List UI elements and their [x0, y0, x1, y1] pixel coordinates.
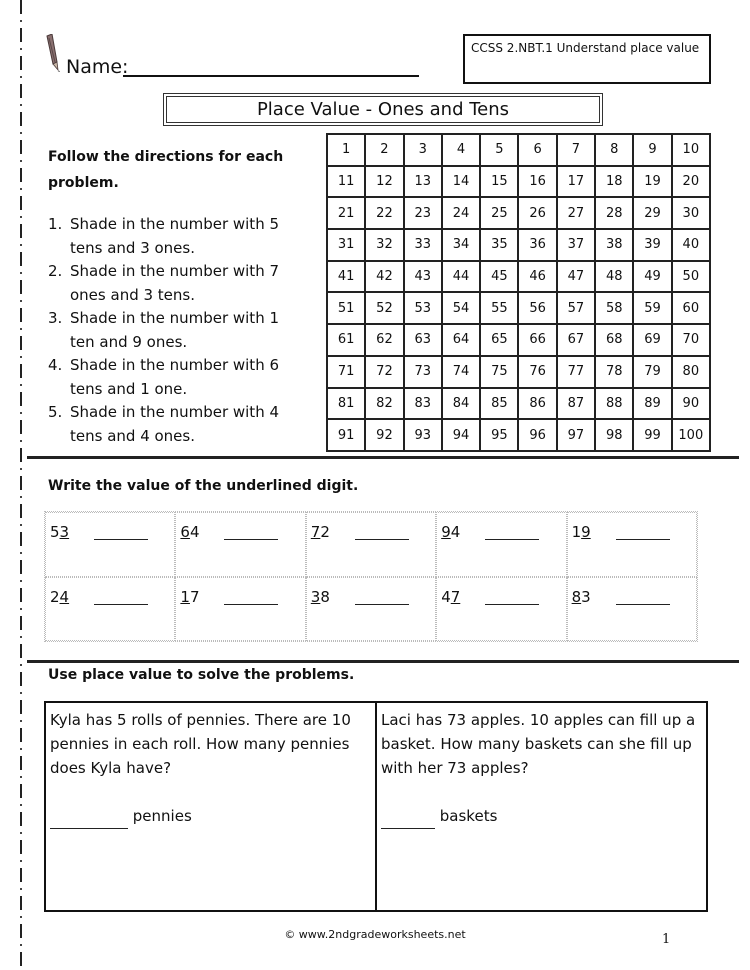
chart-cell[interactable]: 16 [518, 166, 556, 198]
digit-number [441, 523, 485, 541]
chart-cell[interactable]: 89 [633, 388, 671, 420]
name-label: Name: [66, 56, 129, 78]
chart-cell[interactable]: 94 [442, 419, 480, 451]
answer-row [50, 804, 371, 829]
chart-cell[interactable]: 63 [404, 324, 442, 356]
chart-cell[interactable]: 56 [518, 292, 556, 324]
chart-row [327, 388, 710, 420]
chart-cell[interactable]: 68 [595, 324, 633, 356]
chart-cell[interactable]: 35 [480, 229, 518, 261]
underlined-digit: 4 [59, 587, 70, 606]
chart-cell[interactable]: 34 [442, 229, 480, 261]
chart-cell[interactable]: 100 [672, 419, 710, 451]
name-field[interactable] [123, 75, 419, 77]
problem-text: Kyla has 5 rolls of pennies. There are 10 pennies in each roll. How many pennies does Kyla have? [50, 711, 351, 777]
chart-cell[interactable]: 9 [633, 134, 671, 166]
chart-cell[interactable]: 76 [518, 356, 556, 388]
chart-cell[interactable]: 67 [557, 324, 595, 356]
digit-post: 4 [450, 523, 461, 541]
digit-number [50, 523, 94, 541]
answer-blank[interactable] [94, 539, 148, 540]
step-text: Shade in the number with 4 tens and 4 ones. [70, 403, 280, 445]
standard-text: CCSS 2.NBT.1 Understand place value [471, 41, 700, 55]
step-number: 3. [48, 309, 63, 327]
chart-cell[interactable]: 99 [633, 419, 671, 451]
underlined-digit-grid [44, 511, 698, 642]
chart-cell[interactable]: 74 [442, 356, 480, 388]
chart-cell[interactable]: 72 [365, 356, 403, 388]
chart-cell[interactable]: 5 [480, 134, 518, 166]
chart-cell[interactable]: 78 [595, 356, 633, 388]
answer-blank[interactable] [224, 539, 278, 540]
problem-text: Laci has 73 apples. 10 apples can fill up a basket. How many baskets can she fill up with her 73 apples? [381, 711, 696, 777]
digit-number [50, 588, 94, 606]
direction-step [48, 354, 308, 401]
chart-cell[interactable]: 71 [327, 356, 365, 388]
chart-cell[interactable]: 58 [595, 292, 633, 324]
underlined-digit: 9 [581, 523, 591, 541]
chart-row [327, 229, 710, 261]
chart-row [327, 197, 710, 229]
chart-cell[interactable]: 69 [633, 324, 671, 356]
chart-row [327, 324, 710, 356]
digit-number [311, 523, 355, 541]
chart-cell[interactable]: 60 [672, 292, 710, 324]
chart-cell[interactable]: 28 [595, 197, 633, 229]
digit-number [572, 588, 616, 606]
chart-row [327, 292, 710, 324]
digit-number [441, 588, 485, 606]
underlined-digit: 7 [450, 587, 461, 606]
digit-item [306, 577, 436, 642]
digit-post: 7 [189, 587, 200, 606]
underlined-digit: 6 [180, 523, 190, 541]
chart-cell[interactable]: 4 [442, 134, 480, 166]
step-number: 5. [48, 403, 63, 421]
chart-cell[interactable]: 10 [672, 134, 710, 166]
chart-row [327, 261, 710, 293]
chart-cell[interactable]: 14 [442, 166, 480, 198]
chart-cell[interactable]: 12 [365, 166, 403, 198]
chart-cell[interactable]: 19 [633, 166, 671, 198]
chart-cell[interactable]: 26 [518, 197, 556, 229]
digit-item [436, 512, 566, 577]
digit-item [567, 512, 697, 577]
chart-cell[interactable]: 29 [633, 197, 671, 229]
digit-item [436, 577, 566, 642]
chart-cell[interactable]: 92 [365, 419, 403, 451]
chart-cell[interactable]: 91 [327, 419, 365, 451]
answer-blank[interactable] [616, 604, 670, 605]
direction-step [48, 213, 308, 260]
chart-cell[interactable]: 22 [365, 197, 403, 229]
underlined-digit: 1 [180, 587, 190, 606]
chart-cell[interactable]: 90 [672, 388, 710, 420]
page-title-text: Place Value - Ones and Tens [256, 99, 510, 120]
answer-blank[interactable] [381, 804, 435, 829]
chart-cell[interactable]: 70 [672, 324, 710, 356]
step-number: 2. [48, 262, 63, 280]
chart-cell[interactable]: 23 [404, 197, 442, 229]
digit-item [175, 512, 305, 577]
chart-cell[interactable]: 15 [480, 166, 518, 198]
chart-cell[interactable]: 17 [557, 166, 595, 198]
chart-row [327, 356, 710, 388]
directions-heading: Follow the directions for each problem. [48, 149, 284, 191]
chart-cell[interactable]: 88 [595, 388, 633, 420]
word-problems [44, 701, 708, 912]
chart-cell[interactable]: 75 [480, 356, 518, 388]
chart-cell[interactable]: 43 [404, 261, 442, 293]
digit-number [180, 588, 224, 606]
answer-unit: pennies [132, 807, 192, 825]
answer-blank[interactable] [94, 604, 148, 605]
direction-step [48, 401, 308, 448]
chart-cell[interactable]: 20 [672, 166, 710, 198]
direction-step [48, 307, 308, 354]
answer-blank[interactable] [616, 539, 670, 540]
underlined-digit: 8 [571, 587, 582, 606]
chart-cell[interactable]: 96 [518, 419, 556, 451]
chart-cell[interactable]: 98 [595, 419, 633, 451]
answer-blank[interactable] [50, 804, 128, 829]
page-number: 1 [662, 932, 671, 947]
chart-cell[interactable]: 18 [595, 166, 633, 198]
chart-cell[interactable]: 46 [518, 261, 556, 293]
chart-cell[interactable]: 41 [327, 261, 365, 293]
section-divider [27, 660, 739, 663]
chart-cell[interactable]: 48 [595, 261, 633, 293]
step-text: Shade in the number with 1 ten and 9 ones. [70, 309, 280, 351]
chart-cell[interactable]: 65 [480, 324, 518, 356]
digit-post: 8 [320, 587, 330, 606]
page-title [163, 93, 603, 126]
chart-cell[interactable]: 93 [404, 419, 442, 451]
section-divider [27, 456, 739, 459]
answer-unit: baskets [439, 807, 498, 825]
chart-cell[interactable]: 27 [557, 197, 595, 229]
step-number: 1. [48, 215, 63, 233]
answer-blank[interactable] [485, 539, 539, 540]
digit-item [306, 512, 436, 577]
chart-cell[interactable]: 32 [365, 229, 403, 261]
chart-cell[interactable]: 52 [365, 292, 403, 324]
chart-cell[interactable]: 3 [404, 134, 442, 166]
chart-cell[interactable]: 51 [327, 292, 365, 324]
step-text: Shade in the number with 5 tens and 3 ones. [70, 215, 280, 257]
digit-item [45, 577, 175, 642]
word-problems-heading: Use place value to solve the problems. [48, 667, 355, 683]
chart-cell[interactable]: 85 [480, 388, 518, 420]
chart-cell[interactable]: 24 [442, 197, 480, 229]
chart-cell[interactable]: 11 [327, 166, 365, 198]
chart-cell[interactable]: 36 [518, 229, 556, 261]
digit-item [175, 577, 305, 642]
chart-cell[interactable]: 49 [633, 261, 671, 293]
chart-cell[interactable]: 33 [404, 229, 442, 261]
chart-cell[interactable]: 13 [404, 166, 442, 198]
word-problem-laci [375, 703, 706, 910]
chart-cell[interactable]: 39 [633, 229, 671, 261]
step-number: 4. [48, 356, 63, 374]
chart-cell[interactable]: 84 [442, 388, 480, 420]
chart-cell[interactable]: 62 [365, 324, 403, 356]
answer-row [381, 804, 702, 829]
underlined-digit-heading: Write the value of the underlined digit. [48, 478, 359, 494]
chart-cell[interactable]: 1 [327, 134, 365, 166]
chart-cell[interactable]: 50 [672, 261, 710, 293]
chart-cell[interactable]: 64 [442, 324, 480, 356]
standard-box [463, 34, 711, 84]
chart-cell[interactable]: 57 [557, 292, 595, 324]
answer-blank[interactable] [485, 604, 539, 605]
chart-cell[interactable]: 82 [365, 388, 403, 420]
chart-cell[interactable]: 30 [672, 197, 710, 229]
underlined-digit: 7 [310, 523, 321, 541]
answer-blank[interactable] [224, 604, 278, 605]
digit-number [311, 588, 355, 606]
chart-cell[interactable]: 66 [518, 324, 556, 356]
digit-pre: 1 [571, 523, 582, 541]
hundreds-chart [326, 133, 711, 452]
digit-post: 2 [320, 523, 330, 541]
chart-cell[interactable]: 79 [633, 356, 671, 388]
chart-cell[interactable]: 87 [557, 388, 595, 420]
step-text: Shade in the number with 7 ones and 3 tens. [70, 262, 280, 304]
chart-cell[interactable]: 38 [595, 229, 633, 261]
chart-cell[interactable]: 95 [480, 419, 518, 451]
chart-cell[interactable]: 54 [442, 292, 480, 324]
digit-number [572, 523, 616, 541]
underlined-digit: 3 [59, 523, 70, 541]
chart-cell[interactable]: 42 [365, 261, 403, 293]
chart-cell[interactable]: 7 [557, 134, 595, 166]
chart-cell[interactable]: 55 [480, 292, 518, 324]
direction-step [48, 260, 308, 307]
digit-pre: 2 [50, 587, 60, 606]
chart-cell[interactable]: 77 [557, 356, 595, 388]
word-problem-kyla [46, 703, 375, 910]
digit-post: 3 [581, 587, 591, 606]
chart-cell[interactable]: 59 [633, 292, 671, 324]
chart-cell[interactable]: 37 [557, 229, 595, 261]
chart-cell[interactable]: 45 [480, 261, 518, 293]
underlined-digit: 3 [310, 587, 321, 606]
chart-cell[interactable]: 73 [404, 356, 442, 388]
chart-row [327, 166, 710, 198]
chart-cell[interactable]: 47 [557, 261, 595, 293]
cut-line [20, 0, 22, 970]
answer-blank[interactable] [355, 604, 409, 605]
chart-cell[interactable]: 86 [518, 388, 556, 420]
chart-cell[interactable]: 44 [442, 261, 480, 293]
digit-pre: 5 [50, 523, 60, 541]
chart-cell[interactable]: 83 [404, 388, 442, 420]
directions-list [48, 213, 308, 448]
chart-cell[interactable]: 21 [327, 197, 365, 229]
chart-cell[interactable]: 97 [557, 419, 595, 451]
chart-cell[interactable]: 2 [365, 134, 403, 166]
chart-cell[interactable]: 31 [327, 229, 365, 261]
chart-cell[interactable]: 81 [327, 388, 365, 420]
chart-cell[interactable]: 80 [672, 356, 710, 388]
digit-item [45, 512, 175, 577]
chart-cell[interactable]: 61 [327, 324, 365, 356]
chart-cell[interactable]: 8 [595, 134, 633, 166]
digit-number [180, 523, 224, 541]
digit-pre: 4 [441, 587, 451, 606]
digit-item [567, 577, 697, 642]
underlined-digit: 9 [441, 523, 451, 541]
chart-cell[interactable]: 53 [404, 292, 442, 324]
digit-post: 4 [189, 523, 200, 541]
chart-row [327, 134, 710, 166]
chart-cell[interactable]: 40 [672, 229, 710, 261]
answer-blank[interactable] [355, 539, 409, 540]
chart-cell[interactable]: 6 [518, 134, 556, 166]
chart-row [327, 419, 710, 451]
step-text: Shade in the number with 6 tens and 1 one. [70, 356, 280, 398]
chart-cell[interactable]: 25 [480, 197, 518, 229]
copyright: © www.2ndgradeworksheets.net [284, 928, 466, 941]
pencil-icon [44, 34, 60, 74]
